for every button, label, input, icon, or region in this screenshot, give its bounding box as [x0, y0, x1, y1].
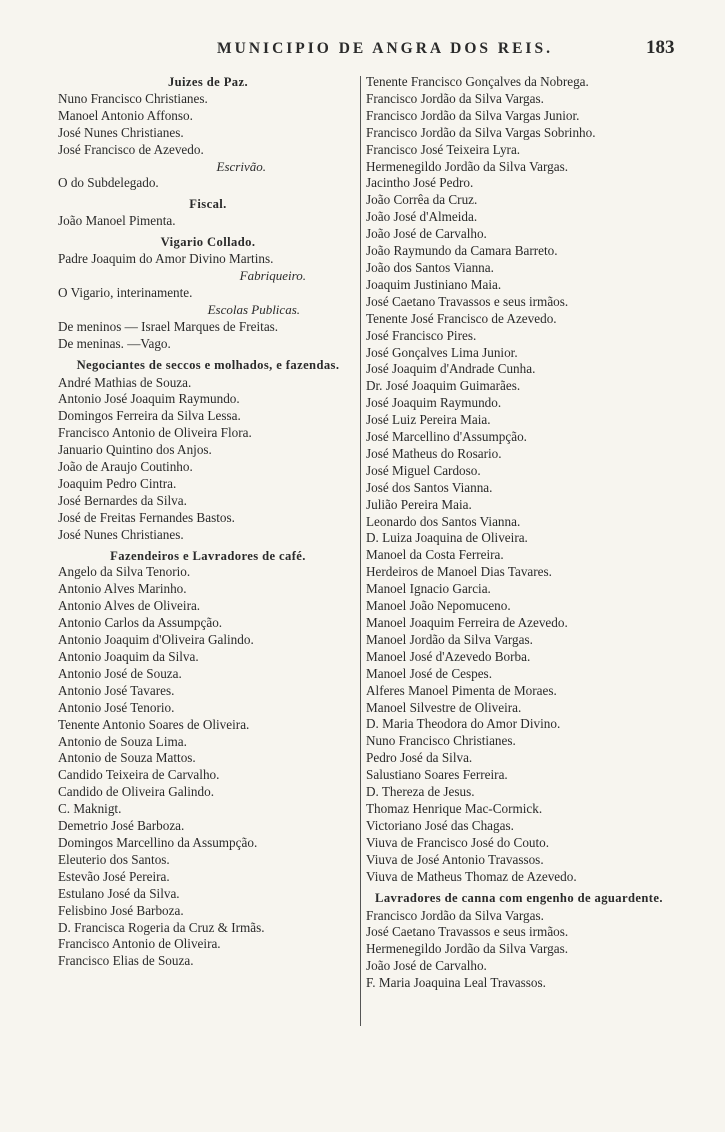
name-entry: D. Luiza Joaquina de Oliveira.: [366, 530, 528, 546]
name-entry: Victoriano José das Chagas.: [366, 817, 514, 833]
role-subheading: Escrivão.: [216, 158, 266, 174]
name-entry: José Francisco de Azevedo.: [58, 141, 204, 157]
name-entry: José de Freitas Fernandes Bastos.: [58, 509, 235, 525]
name-entry: Viuva de Matheus Thomaz de Azevedo.: [366, 868, 577, 884]
name-entry: Leonardo dos Santos Vianna.: [366, 513, 521, 529]
name-entry: Antonio Alves de Oliveira.: [58, 598, 201, 614]
role-subheading: Escolas Publicas.: [207, 301, 300, 317]
name-entry: Manoel Joaquim Ferreira de Azevedo.: [366, 615, 568, 630]
name-entry: D. Maria Theodora do Amor Divino.: [366, 716, 561, 732]
section-heading: Fazendeiros e Lavradores de café.: [110, 548, 306, 563]
name-entry: Manoel José de Cespes.: [366, 665, 492, 681]
name-entry: Julião Pereira Maia.: [366, 496, 472, 512]
name-entry: Francisco Jordão da Silva Vargas Sobrinho.: [366, 124, 596, 140]
name-entry: Domingos Marcellino da Assumpção.: [58, 834, 258, 850]
name-entry: Antonio de Souza Mattos.: [58, 750, 196, 766]
name-entry: Felisbino José Barboza.: [58, 902, 184, 918]
name-entry: José Miguel Cardoso.: [366, 462, 481, 478]
name-entry: Joaquim Justiniano Maia.: [366, 276, 502, 292]
name-entry: Antonio Alves Marinho.: [58, 581, 187, 597]
name-entry: F. Maria Joaquina Leal Travassos.: [366, 975, 546, 991]
section-heading: Vigario Collado.: [160, 235, 256, 250]
name-entry: José Marcellino d'Assumpção.: [366, 429, 527, 445]
name-entry: Francisco Jordão da Silva Vargas.: [366, 907, 544, 923]
name-entry: José Gonçalves Lima Junior.: [366, 344, 518, 360]
section-heading: Negociantes de seccos e molhados, e fazendas.: [76, 357, 340, 372]
name-entry: D. Francisca Rogeria da Cruz & Irmãs.: [58, 919, 265, 935]
name-entry: Francisco José Teixeira Lyra.: [366, 141, 521, 157]
name-entry: Francisco Antonio de Oliveira Flora.: [58, 425, 252, 441]
section-heading: Lavradores de canna com engenho de aguardente.: [375, 890, 663, 905]
name-entry: João de Araujo Coutinho.: [58, 459, 193, 475]
name-entry: Manoel Jordão da Silva Vargas.: [366, 631, 533, 647]
name-entry: Hermenegildo Jordão da Silva Vargas.: [366, 941, 569, 957]
name-entry: Padre Joaquim do Amor Divino Martins.: [58, 251, 274, 267]
name-entry: Antonio José Joaquim Raymundo.: [58, 391, 240, 407]
name-entry: De meninos — Israel Marques de Freitas.: [58, 318, 279, 334]
section-heading: Fiscal.: [189, 197, 227, 212]
name-entry: Antonio José Tenorio.: [58, 699, 175, 715]
name-entry: João Corrêa da Cruz.: [366, 192, 478, 208]
name-entry: Francisco Jordão da Silva Vargas Junior.: [366, 107, 580, 123]
name-entry: João Raymundo da Camara Barreto.: [366, 243, 558, 259]
name-entry: Hermenegildo Jordão da Silva Vargas.: [366, 158, 569, 174]
name-entry: José Matheus do Rosario.: [366, 445, 502, 461]
name-entry: Antonio Carlos da Assumpção.: [58, 615, 223, 631]
name-entry: Antonio José Tavares.: [58, 682, 175, 698]
name-entry: Francisco Antonio de Oliveira.: [58, 936, 221, 952]
name-entry: Nuno Francisco Christianes.: [58, 90, 208, 106]
name-entry: José Nunes Christianes.: [58, 124, 184, 140]
name-entry: C. Maknigt.: [58, 801, 122, 817]
name-entry: O do Subdelegado.: [58, 175, 159, 191]
name-entry: Viuva de Francisco José do Couto.: [366, 834, 550, 850]
name-entry: João Manoel Pimenta.: [58, 213, 176, 229]
name-entry: Francisco Elias de Souza.: [58, 953, 194, 969]
name-entry: Manoel Silvestre de Oliveira.: [366, 699, 522, 715]
name-entry: José Caetano Travassos e seus irmãos.: [366, 924, 569, 940]
name-entry: José Bernardes da Silva.: [58, 492, 187, 508]
name-entry: O Vigario, interinamente.: [58, 284, 193, 300]
name-entry: José Joaquim Raymundo.: [366, 395, 502, 411]
name-entry: José Nunes Christianes.: [58, 526, 184, 542]
name-entry: Tenente Francisco Gonçalves da Nobrega.: [366, 74, 589, 89]
name-entry: Candido de Oliveira Galindo.: [58, 784, 215, 800]
name-entry: Tenente Antonio Soares de Oliveira.: [58, 716, 250, 732]
name-entry: João José d'Almeida.: [366, 209, 478, 225]
name-entry: João José de Carvalho.: [366, 226, 487, 242]
name-entry: Nuno Francisco Christianes.: [366, 733, 516, 749]
name-entry: Francisco Jordão da Silva Vargas.: [366, 90, 544, 106]
name-entry: Joaquim Pedro Cintra.: [58, 475, 177, 491]
name-entry: Jacintho José Pedro.: [366, 175, 474, 191]
page-header: [0, 37, 725, 70]
name-entry: Estevão José Pereira.: [58, 868, 170, 884]
name-entry: De meninas. —Vago.: [58, 335, 171, 351]
name-entry: Salustiano Soares Ferreira.: [366, 767, 508, 783]
name-entry: D. Thereza de Jesus.: [366, 784, 475, 800]
name-entry: Herdeiros de Manoel Dias Tavares.: [366, 564, 552, 580]
name-entry: José dos Santos Vianna.: [366, 479, 493, 495]
name-entry: Angelo da Silva Tenorio.: [58, 564, 191, 580]
name-entry: Antonio Joaquim d'Oliveira Galindo.: [58, 632, 254, 648]
name-entry: Estulano José da Silva.: [58, 885, 180, 901]
name-entry: Domingos Ferreira da Silva Lessa.: [58, 408, 241, 424]
name-entry: João dos Santos Vianna.: [366, 259, 494, 275]
name-entry: José Luiz Pereira Maia.: [366, 412, 491, 428]
name-entry: Alferes Manoel Pimenta de Moraes.: [366, 682, 557, 698]
name-entry: João José de Carvalho.: [366, 958, 487, 974]
name-entry: Manoel José d'Azevedo Borba.: [366, 648, 531, 664]
name-entry: José Francisco Pires.: [366, 327, 477, 343]
name-entry: Manoel Ignacio Garcia.: [366, 581, 491, 597]
column-divider: [360, 76, 361, 1026]
name-entry: Eleuterio dos Santos.: [58, 851, 170, 867]
right-column: [366, 74, 672, 992]
role-subheading: Fabriqueiro.: [239, 267, 306, 283]
left-column: [58, 74, 358, 970]
name-entry: Manoel da Costa Ferreira.: [366, 547, 504, 563]
name-entry: André Mathias de Souza.: [58, 374, 192, 390]
name-entry: Thomaz Henrique Mac-Cormick.: [366, 800, 543, 816]
name-entry: José Caetano Travassos e seus irmãos.: [366, 293, 569, 309]
name-entry: Dr. José Joaquim Guimarães.: [366, 378, 521, 394]
name-entry: Antonio José de Souza.: [58, 665, 182, 681]
page-title: MUNICIPIO DE ANGRA DOS REIS.: [217, 40, 553, 57]
name-entry: Demetrio José Barboza.: [58, 818, 185, 834]
name-entry: Manoel João Nepomuceno.: [366, 598, 511, 614]
name-entry: Januario Quintino dos Anjos.: [58, 442, 212, 458]
name-entry: Viuva de José Antonio Travassos.: [366, 851, 544, 867]
name-entry: José Joaquim d'Andrade Cunha.: [366, 361, 536, 377]
name-entry: Tenente José Francisco de Azevedo.: [366, 310, 557, 326]
name-entry: Manoel Antonio Affonso.: [58, 107, 193, 123]
section-heading: Juizes de Paz.: [167, 75, 249, 89]
page-number: 183: [646, 37, 675, 58]
name-entry: Candido Teixeira de Carvalho.: [58, 767, 220, 783]
name-entry: Antonio de Souza Lima.: [58, 733, 187, 749]
name-entry: Antonio Joaquim da Silva.: [58, 649, 199, 664]
name-entry: Pedro José da Silva.: [366, 750, 473, 766]
